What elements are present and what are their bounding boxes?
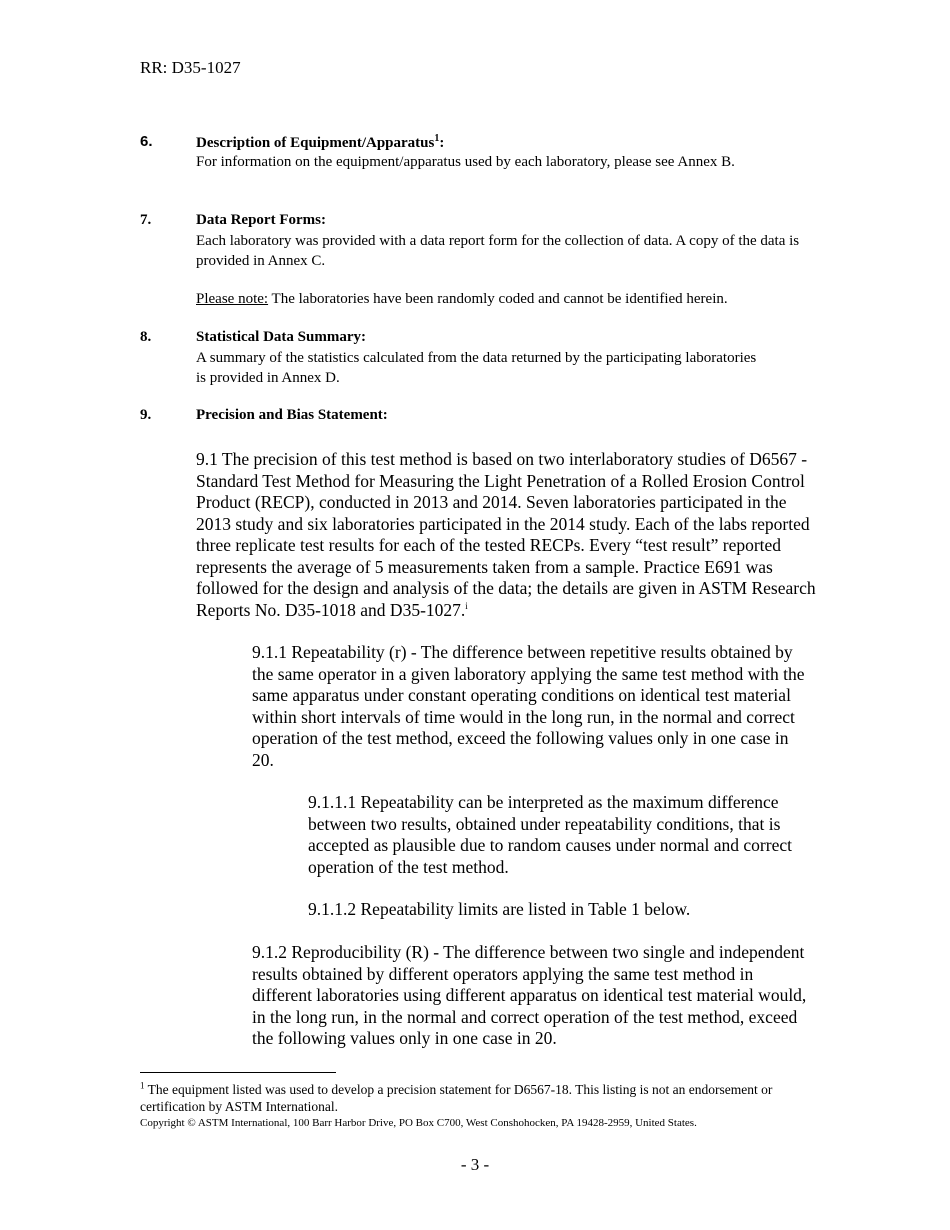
section-6-title (196, 133, 444, 152)
paragraph-9-1-text: 9.1 The precision of this test method is based on two interlaboratory studies of D6567 - Standard Test Method for Measuring the Light Penetration of a Rolled Erosion Control Product (RECP), conducted in 2013 and 2014. Seven laboratories participated in the 2013 study and six laboratories participated in the 2014 study. Each of the labs reported three replicate test results for each of the tested RECPs. Every “test result” reported represents the average of 5 measurements taken from a sample. Practice E691 was followed for the design and analysis of the data; the details are given in ASTM Research Reports No. D35-1018 and D35-1027. (196, 449, 816, 620)
paragraph-9-1-2: 9.1.2 Reproducibility (R) - The difference between two single and independent results obtained by different operators applying the same test method in different laboratories using different apparatus on identical test material would, in the long run, in the normal and correct operation of the test method, exceed the following values only in one case in 20. (252, 942, 807, 1048)
page-number: - 3 - (460, 1155, 490, 1174)
paragraph-9-1 (196, 449, 816, 621)
section-9-number: 9. (140, 407, 152, 423)
section-8-body: A summary of the statistics calculated from the data returned by the participating laboratories is provided in Annex D. (196, 350, 757, 386)
section-6-number: 6. (140, 133, 153, 150)
section-7-body: Each laboratory was provided with a data report form for the collection of data. A copy of the data is provided in Annex C. (196, 233, 800, 269)
section-7-note (196, 289, 836, 309)
section-9-title: Precision and Bias Statement: (196, 407, 388, 423)
note-label: Please note: (196, 291, 269, 307)
section-6-title-suffix: : (439, 135, 445, 151)
paragraph-9-1-1-2: 9.1.1.2 Repeatability limits are listed in Table 1 below. (308, 899, 691, 919)
footnote-1 (140, 1081, 820, 1115)
footnote-ref-1[interactable]: 1 (434, 133, 440, 144)
section-6-title-text: Description of Equipment/Apparatus (196, 135, 435, 151)
section-7-title: Data Report Forms: (196, 212, 326, 228)
paragraph-9-1-1: 9.1.1 Repeatability (r) - The difference between repetitive results obtained by the same operator in a given laboratory applying the same test method with the same apparatus under constant operating conditions on identical test material within short intervals of time would in the long run, in the normal and correct operation of the test method, exceed the following values only in one case in 20. (252, 642, 805, 770)
section-8-title: Statistical Data Summary: (196, 329, 366, 345)
copyright-line: Copyright © ASTM International, 100 Barr Harbor Drive, PO Box C700, West Conshohocken, PA 19428-2959, United States. (140, 1117, 697, 1129)
paragraph-9-1-1-1: 9.1.1.1 Repeatability can be interpreted as the maximum difference between two results, obtained under repeatability conditions, that is accepted as plausible due to random causes under normal and correct operation of the test method. (308, 792, 792, 877)
endnote-ref-i[interactable]: i (465, 600, 468, 611)
footnote-separator (140, 1072, 336, 1073)
footnote-text: The equipment listed was used to develop a precision statement for D6567-18. This listing is not an endorsement or certification by ASTM International. (140, 1082, 773, 1114)
section-8-number: 8. (140, 329, 152, 345)
footnote-marker: 1 (140, 1080, 145, 1091)
report-id-header: RR: D35-1027 (140, 58, 241, 77)
section-6-body: For information on the equipment/apparatus used by each laboratory, please see Annex B. (196, 154, 735, 170)
section-7-number: 7. (140, 212, 152, 228)
note-text: The laboratories have been randomly coded and cannot be identified herein. (268, 291, 728, 307)
